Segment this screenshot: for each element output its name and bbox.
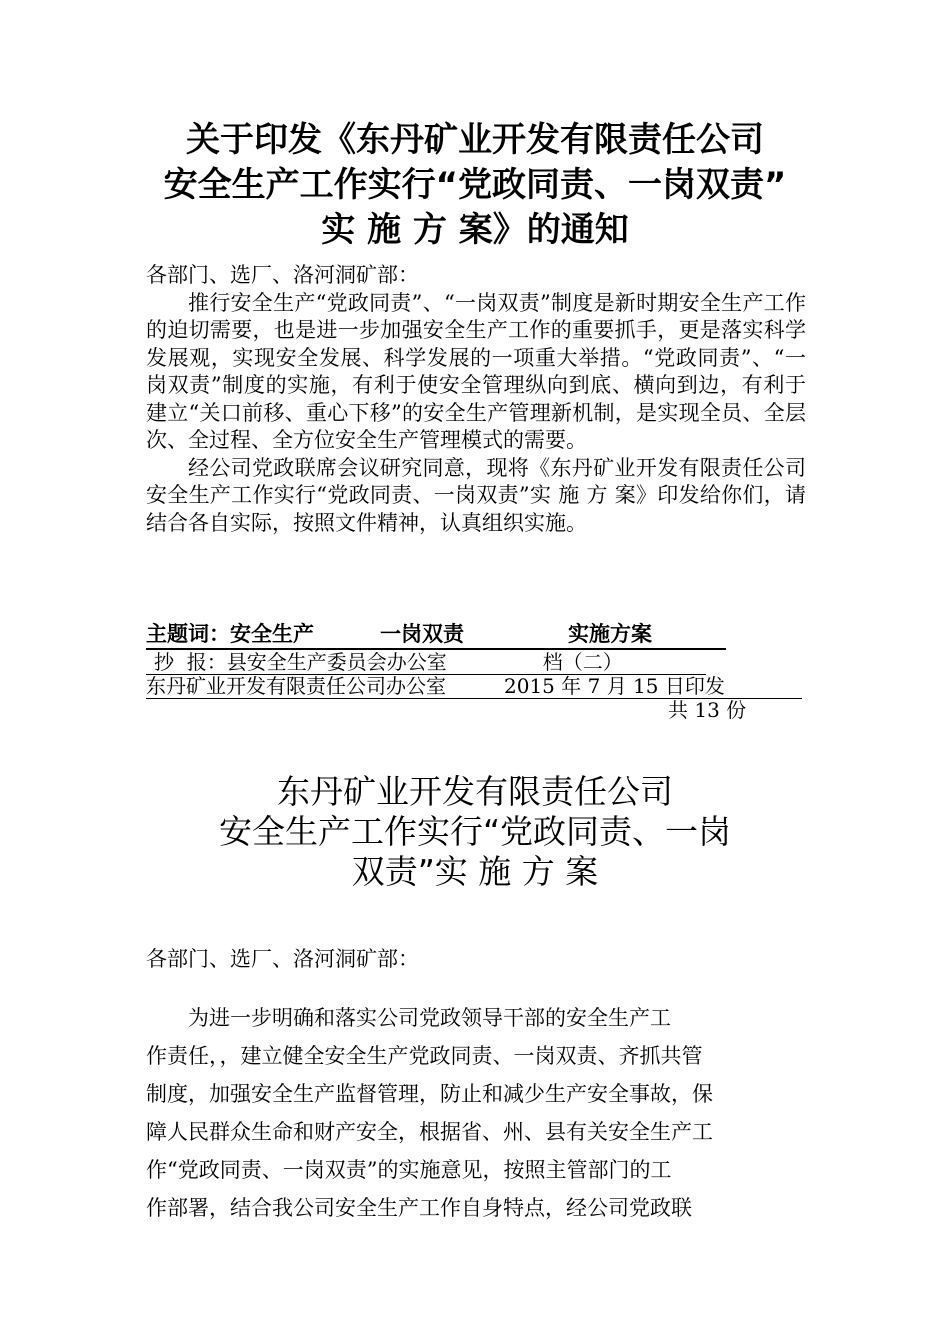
plan-line-4: 障人民群众生命和财产安全，根据省、州、县有关安全生产工 xyxy=(146,1120,713,1144)
subject-label: 主题词： xyxy=(146,622,230,646)
plan-line-6: 作部署，结合我公司安全生产工作自身特点，经公司党政联 xyxy=(146,1196,692,1220)
plan-line-1: 为进一步明确和落实公司党政领导干部的安全生产工 xyxy=(188,1006,671,1030)
cc-label: 抄 报： xyxy=(154,650,227,674)
notice-salutation: 各部门、选厂、洛河洞矿部： xyxy=(146,263,419,287)
notice-title-line-2: 安全生产工作实行“党政同责、一岗双责” xyxy=(163,165,787,205)
issuer: 东丹矿业开发有限责任公司办公室 xyxy=(146,674,446,698)
notice-paragraph-1: 推行安全生产“党政同责”、“一岗双责”制度是新时期安全生产工作的迫切需要，也是进一步加强安全生产工作的重要抓手，更是落实科学发展观，实现安全发展、科学发展的一项重大举措。“党政同责”、“一岗双责”制度的实施，有利于使安全管理纵向到底、横向到边，有利于建立“关口前移、重心下移”的安全生产管理新机制，是实现全员、全层次、全过程、全方位安全生产管理模式的需要。 xyxy=(146,290,806,452)
subject-term-1: 安全生产 xyxy=(230,622,314,646)
cc-row xyxy=(146,650,706,675)
subject-term-2: 一岗双责 xyxy=(380,622,464,646)
plan-line-3: 制度，加强安全生产监督管理，防止和减少生产安全事故，保 xyxy=(146,1082,713,1106)
issue-row xyxy=(146,674,802,699)
notice-title xyxy=(140,118,810,253)
notice-title-line-1: 关于印发《东丹矿业开发有限责任公司 xyxy=(186,120,764,160)
archive-mark: 档（二） xyxy=(542,650,623,674)
plan-title-line-3: 双责”实 施 方 案 xyxy=(351,852,599,891)
plan-title-line-2: 安全生产工作实行“党政同责、一岗 xyxy=(218,812,732,851)
notice-title-line-3: 实 施 方 案》的通知 xyxy=(321,210,629,250)
plan-line-5: 作“党政同责、一岗双责”的实施意见，按照主管部门的工 xyxy=(146,1158,672,1182)
plan-salutation: 各部门、选厂、洛河洞矿部： xyxy=(146,947,419,971)
plan-title xyxy=(140,772,810,892)
copies-count: 共 13 份 xyxy=(668,698,747,722)
subject-keywords-row xyxy=(146,620,726,650)
plan-body xyxy=(146,940,806,1227)
notice-paragraph-2: 经公司党政联席会议研究同意，现将《东丹矿业开发有限责任公司安全生产工作实行“党政同责、一岗双责”实 施 方 案》印发给你们，请结合各自实际，按照文件精神，认真组织实施。 xyxy=(146,455,806,535)
notice-body xyxy=(146,262,806,537)
plan-title-line-1: 东丹矿业开发有限责任公司 xyxy=(277,772,673,811)
subject-term-3: 实施方案 xyxy=(568,622,652,646)
plan-line-2: 作责任，，建立健全安全生产党政同责、一岗双责、齐抓共管 xyxy=(146,1044,703,1068)
cc-value: 县安全生产委员会办公室 xyxy=(226,650,447,674)
issue-date: 2015 年 7 月 15 日印发 xyxy=(504,674,725,698)
